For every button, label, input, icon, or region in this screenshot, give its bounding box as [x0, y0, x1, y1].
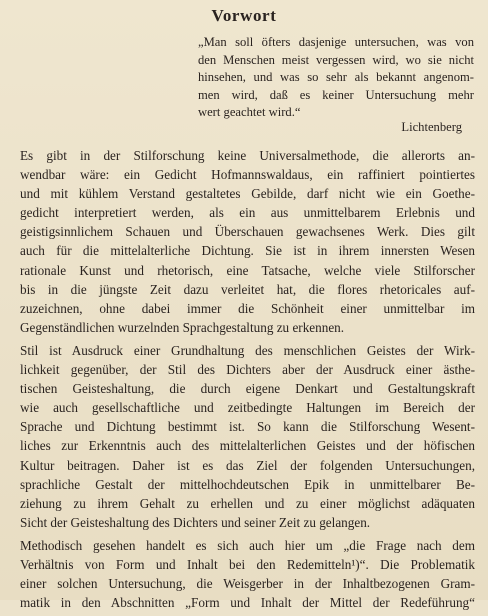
- text-line: gedicht interpretiert werden, als ein aus unmittelbarem Erlebnis und: [20, 205, 475, 221]
- page-title: Vorwort: [211, 6, 277, 25]
- text-line: auch für die mittelalterliche Dichtung. Sie ist in ihrem innersten Wesen: [20, 243, 475, 259]
- text-line: wendbar wäre: ein Gedicht Hofmannswaldaus, ein raffiniert pointiertes: [20, 167, 475, 183]
- text-line: Sprache und Dichtung bestimmt ist. So kann die Stilforschung Wesent-: [20, 419, 475, 435]
- epigraph-line: den Menschen meist vergessen wird, wo sie nicht: [198, 52, 474, 67]
- text-line: lichkeit gegenüber, der Stil des Dichters aber der Ausdruck einer ästhe-: [20, 362, 475, 378]
- text-line: ziehung zu ihrem Gehalt zu erhellen und zu einer möglichst adäquaten: [20, 495, 475, 511]
- text-line: Es gibt in der Stilforschung keine Universalmethode, die allerorts an-: [20, 148, 475, 163]
- epigraph-line: men wird, daß es keiner Untersuchung mehr: [198, 87, 474, 102]
- paragraph: [20, 536, 475, 612]
- text-line: zuzeichnen, ohne dabei immer die Schönheit einer unmittelbar im: [20, 300, 475, 316]
- text-line: liches zur Erkenntnis auch des mittelalterlichen Geistes und der höfischen: [20, 438, 475, 454]
- epigraph-line: hinsehen, und was so sehr als bekannt angenom-: [198, 70, 474, 85]
- epigraph-line: wert geachtet wird.“: [198, 105, 301, 120]
- text-line: tischen Geisteshaltung, die durch eigene Denkart und Gestaltungskraft: [20, 381, 475, 397]
- epigraph-line: „Man soll öfters dasjenige untersuchen, was von: [198, 35, 474, 49]
- text-line: geistigsinnlichem Schauen und Überschauen gewachsenes Werk. Dies gilt: [20, 224, 475, 240]
- text-line: Gegenständlichen wurzelnden Sprachgestaltung zu erkennen.: [20, 319, 345, 335]
- epigraph-attribution: Lichtenberg: [401, 120, 462, 134]
- text-line: Verhältnis von Form und Inhalt bei den Redemitteln¹)“. Die Problematik: [20, 556, 475, 572]
- epigraph-quote: [198, 34, 474, 122]
- text-line: rationale Kunst und rhetorisch, eine Tatsache, welche viele Stilforscher: [20, 262, 475, 278]
- paragraph: [20, 146, 475, 337]
- text-line: einer solchen Untersuchung, die Weisgerber in der Inhaltbezogenen Gram-: [20, 576, 475, 592]
- text-line: Sicht der Geisteshaltung des Dichters und seiner Zeit zu gelangen.: [20, 514, 371, 530]
- text-line: Kultur beitragen. Daher ist es das Ziel der folgenden Untersuchungen,: [20, 457, 475, 473]
- text-line: sprachliche Gestalt der mittelhochdeutschen Epik in unmittelbarer Be-: [20, 476, 475, 492]
- text-line: bis in die jüngste Zeit dazu verleitet hat, die flores rhetoricales auf-: [20, 281, 475, 297]
- body-text: [20, 146, 475, 616]
- text-line: wie auch gesellschaftliche und zeitbedingte Haltungen im Bereich der: [20, 400, 475, 416]
- text-line: Stil ist Ausdruck einer Grundhaltung des menschlichen Geistes der Wirk-: [20, 342, 475, 358]
- paragraph: [20, 341, 475, 532]
- text-line: Methodisch gesehen handelt es sich auch hier um „die Frage nach dem: [20, 537, 475, 553]
- text-line: und mit kühlem Verstand gestaltetes Gebilde, darf nicht wie ein Goethe-: [20, 186, 475, 202]
- text-line: matik in den Abschnitten „Form und Inhalt der Mittel der Redeführung“: [20, 595, 475, 611]
